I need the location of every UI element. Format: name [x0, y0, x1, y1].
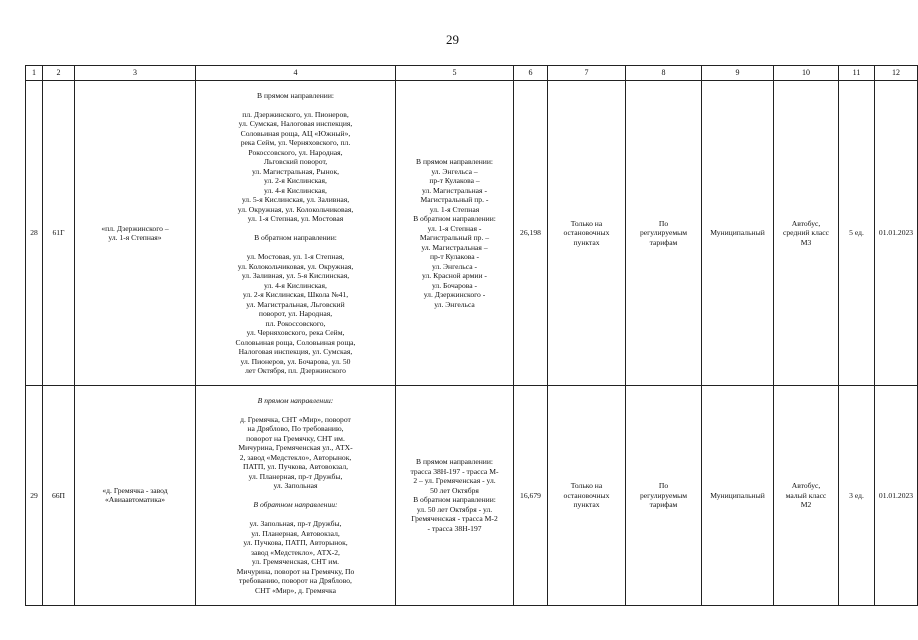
vehicle-class: Автобус, средний класс М3 [774, 81, 839, 386]
boarding-order: Только на остановочных пунктах [548, 386, 626, 606]
vehicle-count: 3 ед. [839, 386, 875, 606]
table-header-row [26, 66, 918, 81]
start-date: 01.01.2023 [875, 81, 918, 386]
column-header: 10 [774, 66, 839, 81]
column-header: 6 [514, 66, 548, 81]
column-header: 7 [548, 66, 626, 81]
column-header: 12 [875, 66, 918, 81]
column-header: 1 [26, 66, 43, 81]
row-number: 28 [26, 81, 43, 386]
backward-heading: В обратном направлении: [254, 233, 337, 242]
route-stops [196, 81, 396, 386]
route-type: Муниципальный [702, 386, 774, 606]
page-number: 29 [446, 32, 459, 47]
route-stops [196, 386, 396, 606]
backward-stops: ул. Запольная, пр-т Дружбы, ул. Планерная, Автовокзал, ул. Пучкова, ПАТП, Авторынок, завод «Медстекло», АТХ-2, ул. Гремяченская, СНТ им. Мичурина, поворот на Гремячку, По требованию, поворот на Дряблово, СНТ «Мир», д. Гремячка [236, 519, 355, 595]
table-row [26, 386, 918, 606]
start-date: 01.01.2023 [875, 386, 918, 606]
column-header: 8 [626, 66, 702, 81]
route-path: В прямом направлении: ул. Энгельса – пр-т Кулакова – ул. Магистральная - Магистральный пр. - ул. 1-я Степная В обратном направлении: ул. 1-я Степная - Магистральный пр. – ул. Магистральная – пр-т Кулакова - ул. Энгельса - ул. Красной армии - ул. Бочарова - ул. Дзержинского - ул. Энгельса [396, 81, 514, 386]
column-header: 3 [75, 66, 196, 81]
column-header: 9 [702, 66, 774, 81]
route-length: 26,198 [514, 81, 548, 386]
forward-heading: В прямом направлении: [257, 90, 334, 100]
column-header: 11 [839, 66, 875, 81]
forward-stops: д. Гремячка, СНТ «Мир», поворот на Дряблово, По требованию, поворот на Гремячку, СНТ им. Мичурина, Гремяченская ул., АТХ- 2, завод «Медстекло», Авторынок, ПАТП, ул. Пучкова, Автовокзал, ул. Планерная, пр-т Дружбы, ул. Запольная [238, 414, 353, 490]
table-row [26, 81, 918, 386]
route-name: «пл. Дзержинского – ул. 1-я Степная» [75, 81, 196, 386]
forward-heading: В прямом направлении: [257, 395, 334, 405]
route-type: Муниципальный [702, 81, 774, 386]
route-path: В прямом направлении: трасса 38Н-197 - трасса М- 2 – ул. Гремяченская - ул. 50 лет Октября В обратном направлении: ул. 50 лет Октября - ул. Гремяченская - трасса М-2 - трасса 38Н-197 [396, 386, 514, 606]
boarding-order: Только на остановочных пунктах [548, 81, 626, 386]
route-number: 61Г [43, 81, 75, 386]
vehicle-class: Автобус, малый класс М2 [774, 386, 839, 606]
routes-table [25, 65, 918, 606]
tariff: По регулируемым тарифам [626, 386, 702, 606]
route-length: 16,679 [514, 386, 548, 606]
backward-heading: В обратном направлении: [253, 500, 338, 509]
column-header: 2 [43, 66, 75, 81]
forward-stops: пл. Дзержинского, ул. Пионеров, ул. Сумская, Налоговая инспекция, Соловьиная роща, АЦ «Южный», река Сейм, ул. Черняховского, пл. Рокоссовского, ул. Народная, Льговский поворот, ул. Магистральная, Рынок, ул. 2-я Кислинская, ул. 4-я Кислинская, ул. 5-я Кислинская, ул. Заливная, ул. Окружная, ул. Колокольчиковая, ул. 1-я Степная, ул. Мостовая [237, 109, 354, 223]
column-header: 4 [196, 66, 396, 81]
backward-stops: ул. Мостовая, ул. 1-я Степная, ул. Колокольчиковая, ул. Окружная, ул. Заливная, ул. 5-я Кислинская, ул. 4-я Кислинская, ул. 2-я Кислинская, Школа №41, ул. Магистральная, Льговский поворот, ул. Народная, пл. Рокоссовского, ул. Черняховского, река Сейм, Соловьиная роща, Соловьиная роща, Налоговая инспекция, ул. Сумская, ул. Пионеров, ул. Бочарова, ул. 50 лет Октября, пл. Дзержинского [235, 252, 356, 375]
column-header: 5 [396, 66, 514, 81]
row-number: 29 [26, 386, 43, 606]
vehicle-count: 5 ед. [839, 81, 875, 386]
route-number: 66П [43, 386, 75, 606]
tariff: По регулируемым тарифам [626, 81, 702, 386]
route-name: «д. Гремячка - завод «Авиаавтоматика» [75, 386, 196, 606]
